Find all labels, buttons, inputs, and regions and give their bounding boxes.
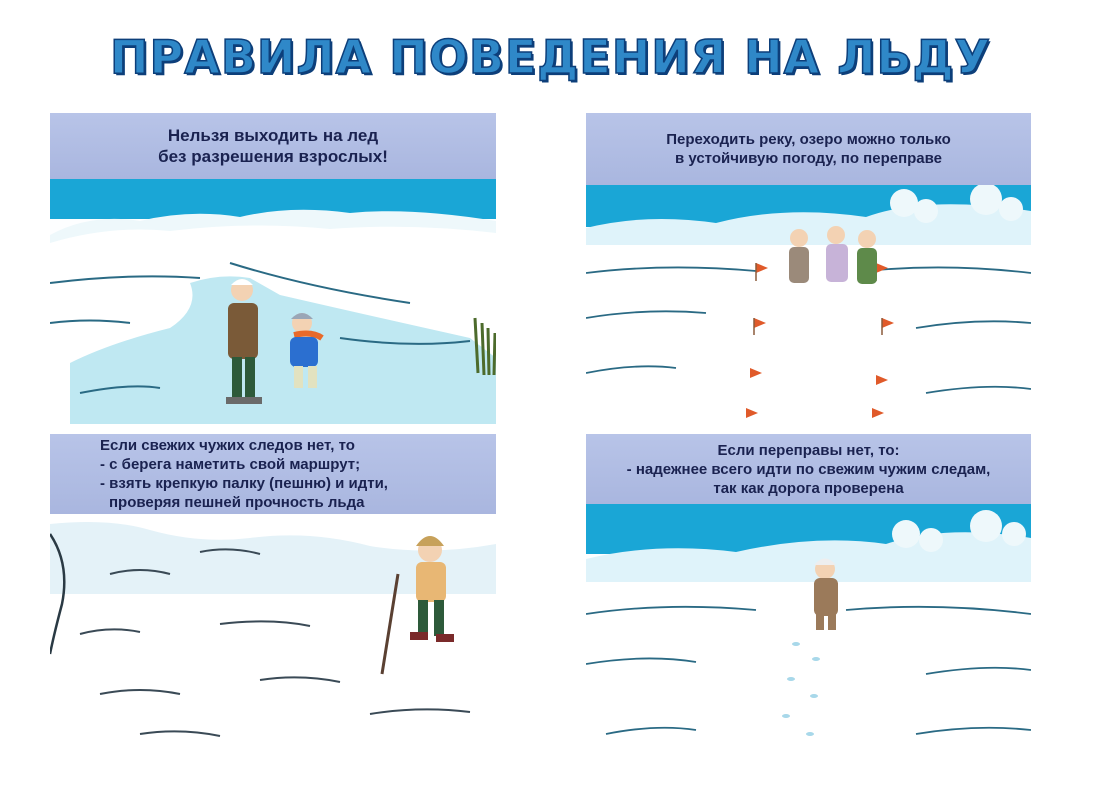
panel-no-crossing [586,434,1031,762]
caption-crossing-weather [586,113,1031,185]
caption-line: проверяя пешней прочность льда [109,494,365,511]
caption-line: без разрешения взрослых! [158,147,388,166]
caption-line: - с берега наметить свой маршрут; [100,456,361,473]
poster-title: ПРАВИЛА ПОВЕДЕНИЯ НА ЛЬДУ [110,30,991,84]
caption-no-crossing [586,434,1031,504]
panel-no-permission [50,113,496,424]
caption-line: - взять крепкую палку (пешню) и идти, [100,475,388,492]
caption-no-permission [50,113,496,179]
panel-no-tracks [50,434,496,762]
caption-line: Если свежих чужих следов нет, то [100,437,355,454]
caption-line: - надежнее всего идти по свежим чужим следам, [626,460,991,478]
caption-line: Если переправы нет, то: [717,441,900,459]
caption-line: так как дорога проверена [713,479,904,497]
caption-line: Переходить реку, озеро можно только [666,131,951,148]
caption-line: Нельзя выходить на лед [167,126,379,145]
panel-crossing-weather [586,113,1031,424]
caption-no-tracks [50,434,496,514]
caption-line: в устойчивую погоду, по переправе [674,150,943,167]
